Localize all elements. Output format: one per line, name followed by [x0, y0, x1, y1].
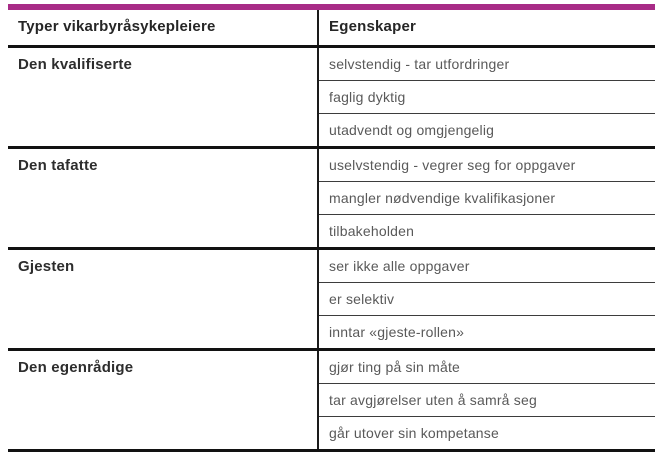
type-label-egenradige: Den egenrådige — [8, 350, 318, 451]
header-row — [8, 7, 655, 47]
trait-cell: inntar «gjeste-rollen» — [318, 316, 655, 350]
trait-cell: tar avgjørelser uten å samrå seg — [318, 384, 655, 417]
type-label-gjesten: Gjesten — [8, 249, 318, 350]
nurse-types-table — [8, 4, 655, 452]
table-row — [8, 148, 655, 182]
table-body — [8, 47, 655, 451]
table-row — [8, 47, 655, 81]
table-header — [8, 7, 655, 47]
type-label-kvalifiserte: Den kvalifiserte — [8, 47, 318, 148]
column-header-types: Typer vikarbyråsykepleiere — [8, 7, 318, 47]
type-label-tafatte: Den tafatte — [8, 148, 318, 249]
trait-cell: går utover sin kompetanse — [318, 417, 655, 451]
trait-cell: uselvstendig - vegrer seg for oppgaver — [318, 148, 655, 182]
trait-cell: ser ikke alle oppgaver — [318, 249, 655, 283]
trait-cell: er selektiv — [318, 283, 655, 316]
trait-cell: faglig dyktig — [318, 81, 655, 114]
column-header-traits: Egenskaper — [318, 7, 655, 47]
trait-cell: tilbakeholden — [318, 215, 655, 249]
table-row — [8, 249, 655, 283]
trait-cell: gjør ting på sin måte — [318, 350, 655, 384]
trait-cell: utadvendt og omgjengelig — [318, 114, 655, 148]
table-row — [8, 350, 655, 384]
trait-cell: mangler nødvendige kvalifikasjoner — [318, 182, 655, 215]
trait-cell: selvstendig - tar utfordringer — [318, 47, 655, 81]
